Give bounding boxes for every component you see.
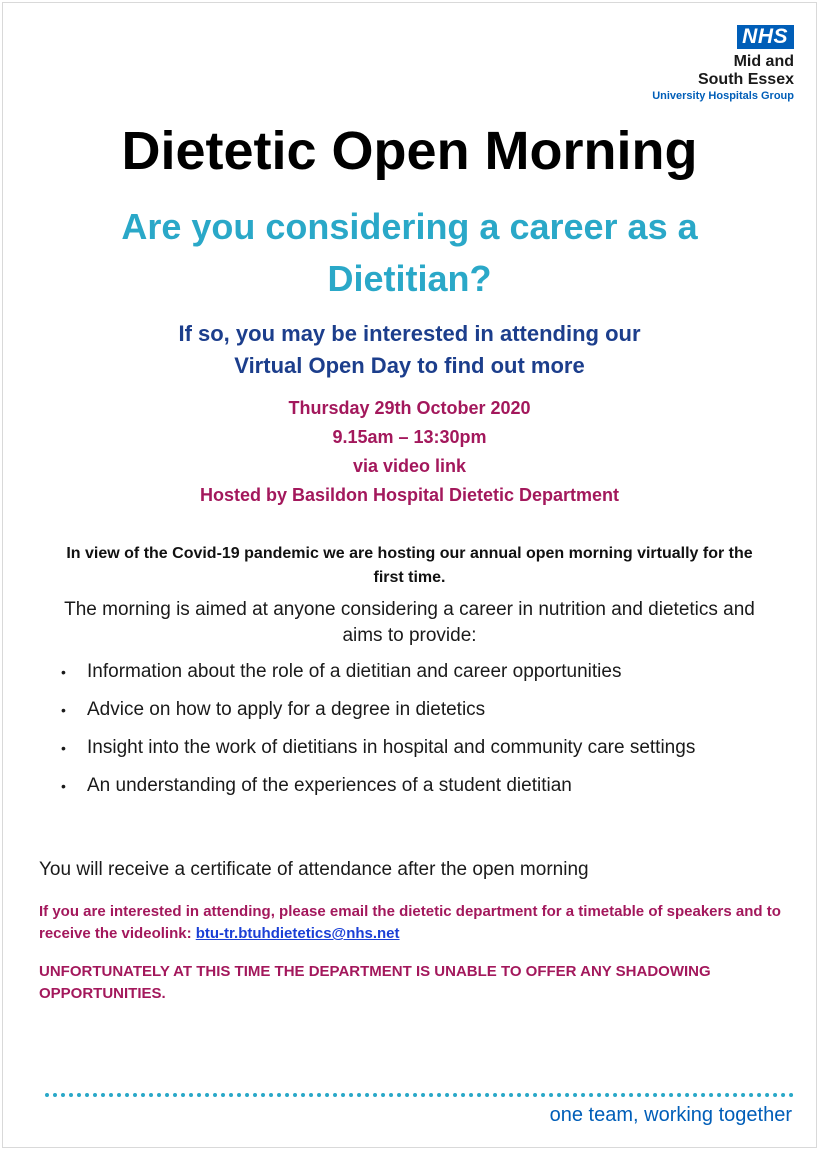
org-name-line2: South Essex xyxy=(697,71,794,88)
email-link[interactable]: btu-tr.btuhdietetics@nhs.net xyxy=(195,925,400,942)
org-name-line3: University Hospitals Group xyxy=(652,90,794,102)
contact-text: If you are interested in attending, please email the dietetic department for a timetable of speakers and to receive the videolink: xyxy=(39,903,781,942)
intro-line2: Virtual Open Day to find out more xyxy=(234,353,585,378)
certificate-note: You will receive a certificate of attendance after the open morning xyxy=(39,859,589,880)
event-details xyxy=(63,394,756,510)
event-date: Thursday 29th October 2020 xyxy=(288,398,531,418)
list-item: • An understanding of the experiences of a student dietitian xyxy=(59,767,776,805)
nhs-badge: NHS xyxy=(737,25,794,49)
contact-paragraph xyxy=(39,901,786,945)
benefits-list xyxy=(59,653,776,805)
intro-text xyxy=(63,318,756,382)
covid-notice: In view of the Covid-19 pandemic we are hosting our annual open morning virtually for the first time. xyxy=(66,545,753,586)
shadowing-warning: UNFORTUNATELY AT THIS TIME THE DEPARTMENT IS UNABLE TO OFFER ANY SHADOWING OPPORTUNITIES. xyxy=(39,963,711,1002)
subtitle: Are you considering a career as a Dietitian? xyxy=(121,206,698,299)
aim-text: The morning is aimed at anyone considering a career in nutrition and dietetics and aims to provide: xyxy=(64,599,755,646)
event-host: Hosted by Basildon Hospital Dietetic Department xyxy=(199,485,620,505)
footer-divider xyxy=(45,1093,794,1097)
flyer-page xyxy=(2,2,817,1148)
list-item: • Information about the role of a dietitian and career opportunities xyxy=(59,653,776,691)
event-time: 9.15am – 13:30pm xyxy=(332,427,487,447)
org-name-line1: Mid and xyxy=(733,53,794,70)
list-item: • Advice on how to apply for a degree in dietetics xyxy=(59,691,776,729)
intro-line1: If so, you may be interested in attending our xyxy=(178,321,641,346)
list-item: • Insight into the work of dietitians in hospital and community care settings xyxy=(59,729,776,767)
page-title: Dietetic Open Morning xyxy=(121,121,698,181)
nhs-logo xyxy=(652,25,794,103)
footer-tagline: one team, working together xyxy=(549,1104,792,1126)
event-format: via video link xyxy=(352,456,467,476)
